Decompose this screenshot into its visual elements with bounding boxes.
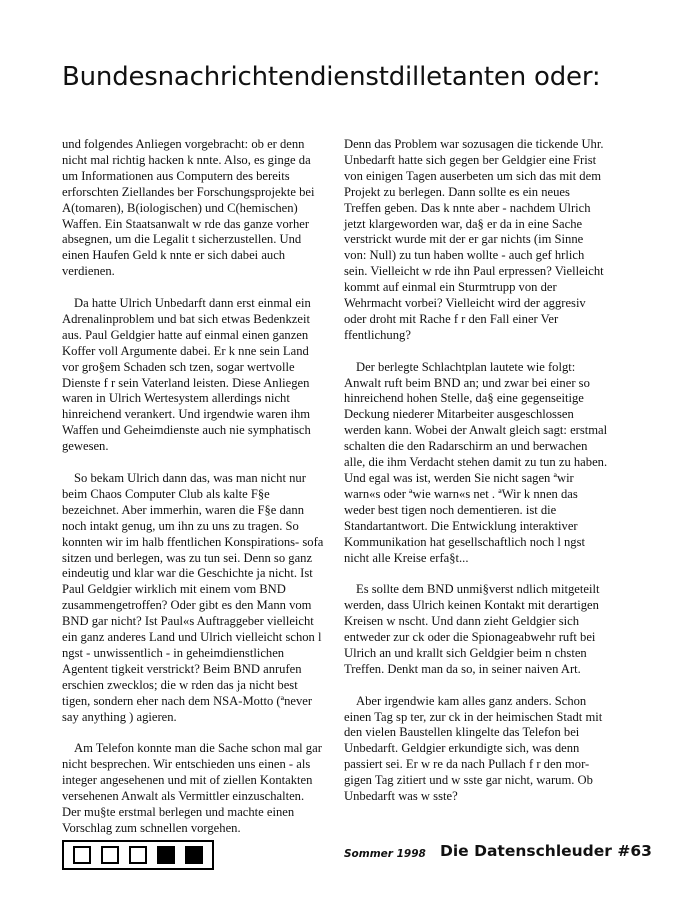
footer-box-strip [62, 840, 214, 870]
paragraph: Am Telefon konnte man die Sache schon mal gar nicht besprechen. Wir entschieden uns einen - als integer angesehenen und mit of ziellen Kontakten versehenen Anwalt als Vermittler einzuschalten. Der mu§te erstmal berlegen und machte einen Vorschlag zum schnellen vorgehen. [62, 741, 322, 835]
left-column [62, 137, 326, 853]
paragraph: Da hatte Ulrich Unbedarft dann erst einmal ein Adrenalinproblem und bat sich etwas Bedenkzeit aus. Paul Geldgier hatte auf einmal einen ganzen Koffer voll Argumente dabei. Er k nne sein Land vor gro§em Schaden sch tzen, sogar wertvolle Dienste f r sein Vaterland leisten. Diese Anliegen waren in Ulrich Wertesystem allerdings nicht hinreichend verankert. Und irgendwie waren ihm Waffen und Geheimdienste auch nie symphatisch gewesen. [62, 296, 311, 454]
footer-box-empty-icon [101, 846, 119, 864]
issue-date: Sommer 1998 [344, 848, 426, 860]
article-title: Bundesnachrichtendienstdilletanten oder: [62, 62, 601, 92]
footer-box-empty-icon [129, 846, 147, 864]
paragraph: Denn das Problem war sozusagen die tickende Uhr. Unbedarft hatte sich gegen ber Geldgier eine Frist von einigen Tagen auserbeten um sich das mit dem Projekt zu berlegen. Dann sollte es ein neues Treffen geben. Das k nnte aber - nachdem Ulrich jetzt klargeworden war, da§ er da in eine Sache verstrickt wurde mit der er gar nichts (im Sinne von: Null) zu tun haben wollte - auch gef hrlich sein. Vielleicht w rde ihn Paul erpressen? Vielleicht kommt auf einmal ein Sturmtrupp von der Wehrmacht vorbei? Vielleicht wird der aggresiv oder droht mit Rache f r den Fall einer Ver ffentlichung? [344, 137, 604, 342]
paragraph: Der berlegte Schlachtplan lautete wie folgt: Anwalt ruft beim BND an; und zwar bei einer so hinreichend hohen Stelle, da§ eine gegenseitige Deckung niederer Mitarbeiter ausgeschlossen werden kann. Wobei der Anwalt gleich sagt: erstmal schalten die den Radarschirm an und berwachen alle, die ihm Verdacht stehen damit zu tun zu haben. Und egal was ist, werden Sie nicht sagen ªwir warn«s oder ªwie warn«s net . ªWir k nnen das weder best tigen noch dementieren. ist die Standartantwort. Die Entwicklung interaktiver Kommunikation hat gesellschaftlich noch l ngst nicht alle Kreise erfa§t... [344, 359, 608, 565]
page-footer [62, 840, 652, 870]
footer-box-filled-icon [185, 846, 203, 864]
right-column [344, 137, 608, 821]
paragraph: So bekam Ulrich dann das, was man nicht nur beim Chaos Computer Club als kalte F§e bezeichnet. Aber immerhin, waren die F§e dann noch intakt genug, um ihn zu uns zu tragen. So konnten wir im halb ffentlichen Konspirations- sofa sitzen und berlegen, was zu tun sei. Denn so ganz eindeutig und klar war die Geschichte ja nicht. Ist Paul Geldgier wirklich mit einem vom BND zusammengetroffen? Oder gibt es den Mann vom BND gar nicht? Ist Paul«s Auftraggeber vielleicht ein ganz anderes Land und Ulrich vielleicht schon l ngst - unwissentlich - in geheimdienstlichen Agentent tigkeit verstrickt? Beim BND anrufen erschien zwecklos; die w rden das ja nicht best tigen, sondern eher nach dem NSA-Motto (ªnever say anything ) agieren. [62, 471, 324, 724]
footer-box-empty-icon [73, 846, 91, 864]
magazine-name: Die Datenschleuder #63 [440, 842, 652, 860]
paragraph: Aber irgendwie kam alles ganz anders. Schon einen Tag sp ter, zur ck in der heimischen Stadt mit den vielen Baustellen klingelte das Telefon bei Unbedarft. Geldgier erkundigte sich, was denn passiert sei. Er w re da nach Pullach f r den mor- gigen Tag zitiert und w sste gar nicht, warum. Ob Unbedarft was w sste? [344, 693, 603, 804]
paragraph: Es sollte dem BND unmi§verst ndlich mitgeteilt werden, dass Ulrich keinen Kontakt mit derartigen Kreisen w nscht. Und dann zieht Geldgier sich entweder zur ck oder die Spionageabwehr ruft bei Ulrich an und krallt sich Geldgier beim n chsten Treffen. Denkt man da so, in seiner naiven Art. [344, 582, 600, 676]
paragraph: und folgendes Anliegen vorgebracht: ob er denn nicht mal richtig hacken k nnte. Also, es ginge da um Informationen aus Computern des bereits erforschten Ziellandes ber Forschungsprojekte bei A(tomaren), B(iologischen) und C(hemischen) Waffen. Ein Staatsanwalt w rde das ganze vorher absegnen, um die Legalit t sicherzustellen. Und einen Haufen Geld k nnte er sich dabei auch verdienen. [62, 137, 315, 279]
footer-box-filled-icon [157, 846, 175, 864]
